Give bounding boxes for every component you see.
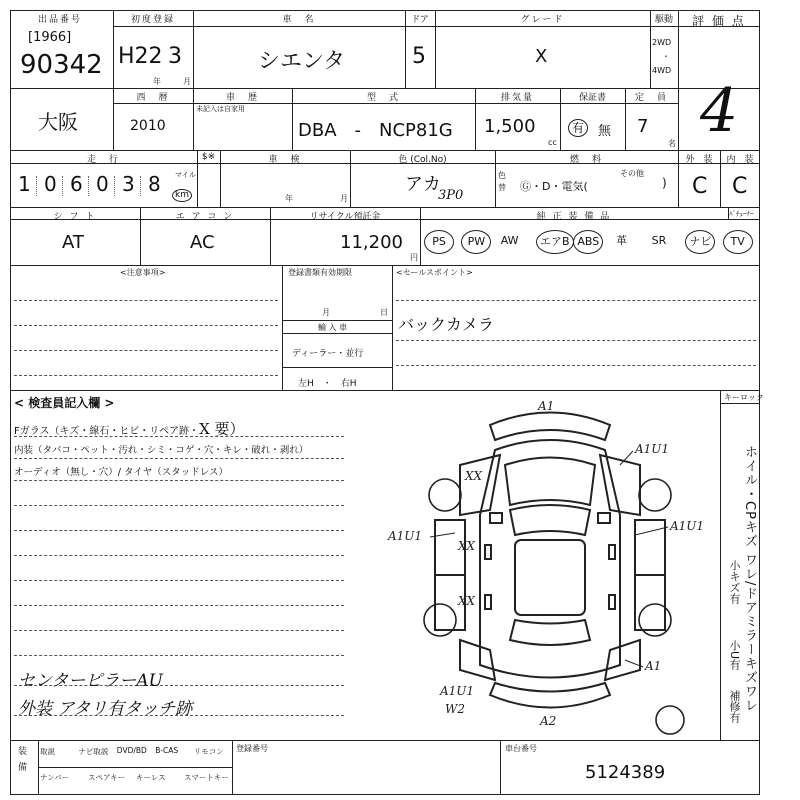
shift: AT	[62, 232, 84, 253]
car-name: シエンタ	[258, 49, 346, 74]
inspection-month: 月	[340, 194, 348, 203]
rule	[678, 10, 679, 150]
rule	[38, 767, 232, 768]
score: 4	[700, 76, 739, 146]
color-code: 3P0	[438, 188, 464, 203]
rule	[10, 207, 760, 208]
capacity-label: 定 員	[634, 93, 668, 103]
rule	[720, 390, 721, 740]
location: 大阪	[38, 110, 78, 134]
inspector-line	[14, 458, 344, 459]
month-unit: 月	[183, 77, 191, 86]
caution-line	[14, 375, 278, 376]
color-change-label: 色替	[498, 171, 506, 192]
exterior: C	[692, 174, 708, 199]
mileage-separator	[62, 176, 63, 196]
equipment-item: エアB	[536, 230, 574, 254]
drive-2wd: 2WD	[652, 38, 672, 47]
inspector-line	[14, 480, 344, 481]
rule	[282, 265, 283, 390]
model-label: 型 式	[366, 93, 400, 103]
keylock-small-b: 小U有	[728, 640, 741, 671]
color-label: 色 (Col.No)	[398, 155, 447, 165]
mark-xx-front-left: XX	[465, 469, 483, 483]
grade-label: グレード	[520, 15, 565, 25]
equipment-item: ABS	[573, 230, 603, 254]
mark-a1u1-rear-left: A1U1	[440, 684, 475, 698]
footer-item: ナンバー	[40, 773, 70, 782]
western-year-label: 西 暦	[136, 93, 170, 103]
equipment-item: TV	[723, 230, 753, 254]
warranty-label: 保証書	[578, 93, 606, 103]
caution-label: <注意事項>	[120, 268, 166, 277]
sales-line	[396, 340, 756, 341]
inspector-line1-hand: X 要）	[199, 420, 245, 438]
fuel-close: )	[662, 176, 667, 190]
footer-item: 取説	[40, 747, 55, 756]
rule	[113, 26, 760, 27]
mileage-separator	[114, 176, 115, 196]
inspector-line3: オーディオ（無し・穴）/ タイヤ（スタッドレス）	[14, 467, 228, 478]
reg-day: 日	[380, 308, 388, 317]
keylock-small-a: 小キズ有	[728, 560, 741, 604]
mileage-unit-mile: マイル	[175, 171, 196, 179]
rule	[232, 740, 233, 795]
inspector-line	[14, 555, 344, 556]
fuel-other: その他	[620, 169, 644, 178]
interior: C	[732, 174, 748, 199]
footer-item: ナビ取説	[78, 747, 109, 756]
footer-item: スペアキー	[88, 773, 126, 782]
mark-w2: W2	[445, 702, 465, 716]
displacement-label: 排気量	[500, 93, 534, 103]
model: DBA - NCP81G	[298, 120, 453, 141]
mileage-digit: 1	[18, 172, 31, 196]
inspector-line1-text: Fガラス（キズ・線石・ヒビ・リペア跡・	[14, 426, 200, 437]
rule	[720, 403, 760, 404]
mark-a1u1-left: A1U1	[388, 529, 423, 543]
dealer-label: ディーラー・並行	[292, 349, 364, 359]
capacity: 7	[637, 116, 649, 137]
equipment-label: 純 正 装 備 品	[536, 212, 612, 222]
equipment-item: AW	[500, 234, 519, 247]
mark-a1u1-right: A1U1	[670, 519, 705, 533]
rule	[10, 150, 760, 151]
sales-point: バックカメラ	[398, 315, 495, 334]
doors: 5	[412, 44, 426, 69]
inspector-line	[14, 436, 344, 437]
mileage-digit: 0	[96, 172, 109, 196]
yen-unit: 円	[410, 253, 418, 262]
western-year: 2010	[130, 118, 166, 134]
warranty-no: 無	[598, 124, 612, 139]
recycle-label: リサイクル預託金	[309, 212, 381, 222]
inspector-hand2: 外装 アタリ有タッチ跡	[18, 699, 193, 719]
mileage-digit: 3	[122, 172, 135, 196]
ac: AC	[190, 232, 215, 253]
tuner-label: ﾊﾞﾁｭｰﾅｰ	[729, 210, 754, 218]
interior-label: 内 装	[726, 155, 754, 165]
rule	[282, 320, 392, 321]
rule	[282, 367, 392, 368]
mileage-digit: 6	[70, 172, 83, 196]
mileage-separator	[36, 176, 37, 196]
sales-line	[396, 365, 756, 366]
caution-line	[14, 350, 278, 351]
first-reg-era: H22	[118, 44, 163, 69]
chassis-number: 5124389	[585, 762, 666, 783]
sales-line	[396, 300, 756, 301]
inspector-line	[14, 605, 344, 606]
grade: X	[535, 46, 548, 67]
inspector-line	[14, 530, 344, 531]
footer-items-row2	[40, 772, 232, 790]
lot-code: [1966]	[28, 30, 72, 45]
cc-unit: cc	[548, 138, 557, 147]
color: アカ	[405, 174, 441, 195]
inspector-title: < 検査員記入欄 >	[14, 396, 115, 410]
ac-label: エ ア コ ン	[175, 212, 235, 222]
history-label: 車 歴	[225, 93, 259, 103]
sales-label: <セールスポイント>	[396, 268, 473, 277]
fuel-options: Ⓖ・D・電気(	[520, 180, 588, 193]
inspector-line2: 内装（タバコ・ペット・汚れ・シミ・コゲ・穴・キレ・破れ・剥れ）	[14, 445, 309, 456]
mark-a1-front: A1	[538, 399, 555, 413]
rule	[10, 265, 760, 266]
shift-label: シ フ ト	[53, 212, 97, 222]
import-label: 輸 入 車	[318, 323, 348, 332]
inspector-line	[14, 580, 344, 581]
footer-item: スマートキー	[184, 773, 229, 782]
warranty-yes: 有	[568, 117, 588, 137]
footer-items-row1	[40, 746, 232, 764]
year-unit: 年	[153, 77, 161, 86]
history-sub: 未記入は自家用	[196, 105, 245, 113]
rule	[282, 333, 392, 334]
reg-num-label: 登録番号	[236, 744, 268, 753]
rule	[392, 265, 393, 390]
exterior-label: 外 装	[685, 155, 713, 165]
inspector-line	[14, 505, 344, 506]
inspector-line	[14, 630, 344, 631]
equipment-item: PW	[461, 230, 491, 254]
drive-dot: ・	[662, 52, 670, 61]
inspector-line	[14, 655, 344, 656]
rule	[10, 740, 760, 741]
exhibit-label: 出品番号	[37, 15, 82, 25]
mileage-label: 走 行	[86, 155, 120, 165]
keylock-vertical-text: ホイル・CPキズ ワレ/ドアミラーキズワレ	[742, 445, 757, 713]
footer-item: リモコン	[193, 747, 224, 756]
drive-label: 駆動	[654, 15, 673, 25]
equipment-item: ナビ	[685, 230, 715, 254]
dollar-label: $※	[201, 152, 216, 162]
rule	[10, 88, 760, 89]
first-reg-month: 3	[168, 44, 182, 69]
reg-label: 登録書類有効期限	[288, 268, 352, 277]
car-name-label: 車 名	[282, 15, 316, 25]
drive-4wd: 4WD	[652, 66, 672, 75]
caution-line	[14, 300, 278, 301]
reg-month: 月	[322, 308, 330, 317]
mark-xx-left-door2: XX	[458, 594, 476, 608]
equipment-list	[424, 230, 760, 258]
footer-item: キーレス	[136, 773, 166, 782]
first-reg-label: 初度登録	[130, 15, 175, 25]
mileage-unit-km: km	[172, 182, 192, 202]
keylock-label: キーロック	[724, 393, 764, 402]
mileage-digits	[14, 172, 174, 200]
mileage-separator	[140, 176, 141, 196]
mark-a2-rear: A2	[540, 714, 557, 728]
equip-label: 装備	[18, 747, 28, 773]
capacity-unit: 名	[668, 139, 676, 148]
keylock-repair: 補修有	[728, 690, 741, 723]
mark-a1u1-front-right: A1U1	[635, 442, 670, 456]
mileage-digit: 0	[44, 172, 57, 196]
footer-item: B-CAS	[155, 746, 179, 755]
handle-label: 左H ・ 右H	[298, 379, 357, 389]
fuel-label: 燃 料	[569, 155, 603, 165]
mark-a1-rear-right: A1	[645, 659, 662, 673]
car-damage-diagram	[380, 395, 720, 740]
lot-number: 90342	[20, 50, 103, 80]
door-label: ドア	[411, 15, 429, 25]
equipment-item: 革	[616, 234, 628, 247]
mileage-separator	[88, 176, 89, 196]
equipment-item: SR	[651, 234, 667, 247]
rule	[500, 740, 501, 795]
mark-xx-left-door1: XX	[458, 539, 476, 553]
score-label: 評 価 点	[692, 14, 746, 28]
recycle: 11,200	[340, 232, 403, 253]
mileage-digit: 8	[148, 172, 161, 196]
inspection-year: 年	[285, 194, 293, 203]
rule	[10, 390, 760, 391]
caution-line	[14, 325, 278, 326]
equipment-item: PS	[424, 230, 454, 254]
inspection-label: 車 検	[268, 155, 302, 165]
displacement: 1,500	[484, 116, 536, 137]
footer-item: DVD/BD	[116, 746, 147, 755]
inspector-hand1: センターピラーAU	[18, 671, 163, 691]
chassis-label: 車台番号	[505, 744, 537, 753]
